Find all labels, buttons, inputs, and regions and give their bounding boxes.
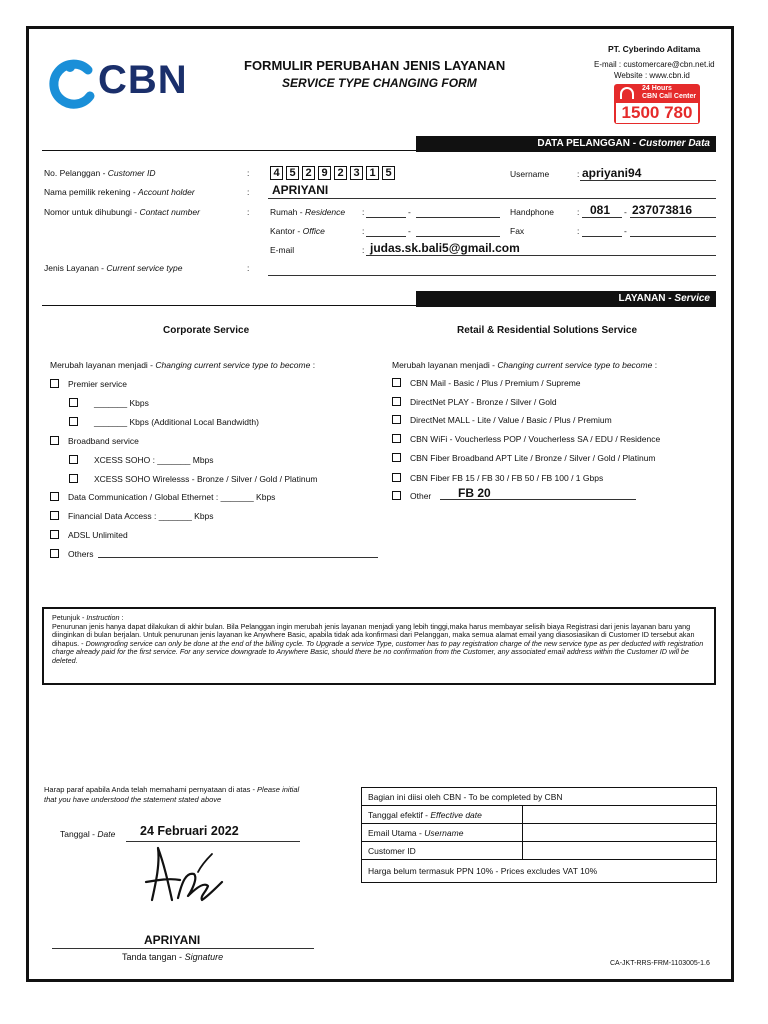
company-name: PT. Cyberindo Aditama	[608, 44, 701, 54]
call-center-badge	[614, 84, 700, 124]
financial-data-access-checkbox[interactable]	[50, 511, 59, 520]
cbn-customer-id-label: Customer ID	[362, 842, 523, 860]
table-row	[362, 806, 717, 824]
cbn-use-table	[361, 787, 717, 883]
email-label: E-mail	[270, 245, 295, 255]
xcess-soho-wireless-checkbox[interactable]	[69, 474, 78, 483]
cbn-table-header: Bagian ini diisi oleh CBN - To be completed by CBN	[362, 788, 717, 806]
cbn-wifi-checkbox[interactable]	[392, 434, 401, 443]
corporate-item-label: ADSL Unlimited	[68, 530, 128, 540]
username-label: Username	[510, 169, 550, 179]
broadband-service-checkbox[interactable]	[50, 436, 59, 445]
form-title-en: SERVICE TYPE CHANGING FORM	[282, 76, 477, 90]
instruction-label: Petunjuk - Instruction :	[52, 613, 124, 622]
premier-kbps-checkbox[interactable]	[69, 398, 78, 407]
handphone-label: Handphone	[510, 207, 554, 217]
corporate-item-label: Premier service	[68, 379, 128, 389]
customer-id-digit: 2	[302, 166, 315, 180]
cbn-fiber-checkbox[interactable]	[392, 473, 401, 482]
customer-id-digit: 3	[350, 166, 363, 180]
signature-icon	[138, 842, 228, 912]
username-value: apriyani94	[582, 166, 642, 180]
retail-item-label: DirectNet PLAY - Bronze / Silver / Gold	[410, 397, 557, 407]
premier-service-checkbox[interactable]	[50, 379, 59, 388]
corporate-change-label: Merubah layanan menjadi - Changing current service type to become :	[50, 360, 316, 370]
office-label: Kantor - Office	[270, 226, 325, 236]
account-holder-value: APRIYANI	[272, 183, 329, 197]
retail-other-checkbox[interactable]	[392, 491, 401, 500]
retail-item-label: CBN Fiber Broadband APT Lite / Bronze / Silver / Gold / Platinum	[410, 453, 656, 463]
table-row	[362, 842, 717, 860]
customer-id-digit: 4	[270, 166, 283, 180]
fax-label: Fax	[510, 226, 525, 236]
premier-additional-bandwidth-checkbox[interactable]	[69, 417, 78, 426]
cbn-mail-checkbox[interactable]	[392, 378, 401, 387]
retail-item-label: CBN Fiber FB 15 / FB 30 / FB 50 / FB 100 / 1 Gbps	[410, 473, 604, 483]
instruction-text: Penurunan jenis hanya dapat dilakukan di akhir bulan. Bila Pelanggan ingin merubah jenis layanan menjadi yang lebih tinggi,maka harus membayar selisih biaya Registrasi dari jenis layanan baru yang diinginkan di bulan berjalan. Untuk penurunan jenis layanan ke Anywhere Basic, apabila tidak ada konfirmasi dari Pelanggan, maka semua alamat email yang diasosiasikan di Customer ID tersebut akan dihapus. - Downgroding service can only be done at the end of the billing cycle. To Upgrade a service Type, customer has to pay registration charge of the new service type as per deducted with registration charge already paid for the first service. For any service downgrade to Anywhere Basic, should there be no confirmation from the Customer, any associated email address within the Customer ID will be deleted.	[52, 621, 704, 665]
instruction-box	[42, 607, 716, 685]
signature-label: Tanda tangan - Signature	[122, 952, 224, 962]
account-holder-label: Nama pemilik rekening - Account holder	[44, 187, 195, 197]
customer-id-label: No. Pelanggan - Customer ID	[44, 168, 156, 178]
corporate-item-label: Others	[68, 549, 94, 559]
residence-label: Rumah - Residence	[270, 207, 346, 217]
customer-data-bar: DATA PELANGGAN - Customer Data	[416, 136, 716, 152]
directnet-mall-checkbox[interactable]	[392, 415, 401, 424]
initial-note: Harap paraf apabila Anda telah memahami pernyataan di atas - Please initial that you have understood the statement stated above	[44, 785, 300, 804]
phone-icon	[620, 87, 634, 99]
adsl-unlimited-checkbox[interactable]	[50, 530, 59, 539]
cbn-fiber-apt-checkbox[interactable]	[392, 453, 401, 462]
vat-note: Harga belum termasuk PPN 10% - Prices excludes VAT 10%	[362, 860, 717, 883]
main-email-label: Email Utama - Username	[362, 824, 523, 842]
corporate-others-field[interactable]	[98, 557, 378, 558]
corporate-item-label: XCESS SOHO Wirelesss - Bronze / Silver / Gold / Platinum	[94, 474, 318, 484]
company-email: E-mail : customercare@cbn.net.id	[594, 60, 715, 69]
divider	[42, 305, 416, 306]
main-email-field[interactable]	[523, 824, 717, 842]
form-title-id: FORMULIR PERUBAHAN JENIS LAYANAN	[244, 58, 506, 73]
effective-date-field[interactable]	[523, 806, 717, 824]
service-bar: LAYANAN - Service	[416, 291, 716, 307]
corporate-item-label: XCESS SOHO : _______ Mbps	[94, 455, 214, 465]
handphone-number: 237073816	[632, 203, 693, 217]
cbn-customer-id-field[interactable]	[523, 842, 717, 860]
customer-id-digit: 5	[286, 166, 299, 180]
document-code: CA-JKT-RRS-FRM-1103005-1.6	[610, 960, 710, 967]
retail-service-title: Retail & Residential Solutions Service	[457, 325, 638, 336]
handphone-prefix: 081	[590, 203, 611, 217]
customer-id-digit: 5	[382, 166, 395, 180]
customer-id-digit: 2	[334, 166, 347, 180]
call-center-label: 24 Hours CBN Call Center	[642, 85, 697, 100]
logo-text: CBN	[98, 58, 188, 102]
directnet-play-checkbox[interactable]	[392, 397, 401, 406]
email-value: judas.sk.bali5@gmail.com	[370, 241, 520, 255]
retail-change-label: Merubah layanan menjadi - Changing current service type to become :	[392, 360, 658, 370]
corporate-item-label: Financial Data Access : _______ Kbps	[68, 511, 214, 521]
corporate-item-label: _______ Kbps	[94, 398, 149, 408]
cbn-logo-icon	[48, 58, 100, 110]
data-communication-checkbox[interactable]	[50, 492, 59, 501]
corporate-item-label: Data Communication / Global Ethernet : _______ Kbps	[68, 492, 276, 502]
effective-date-label: Tanggal efektif - Effective date	[362, 806, 523, 824]
date-label: Tanggal - Date	[60, 829, 116, 839]
signer-name: APRIYANI	[144, 933, 201, 947]
call-center-number: 1500 780	[616, 103, 698, 123]
retail-item-label: Other	[410, 491, 432, 501]
customer-id-digit: 9	[318, 166, 331, 180]
company-website: Website : www.cbn.id	[614, 71, 690, 80]
corporate-item-label: Broadband service	[68, 436, 139, 446]
contact-number-label: Nomor untuk dihubungi - Contact number	[44, 207, 200, 217]
corporate-item-label: _______ Kbps (Additional Local Bandwidth)	[94, 417, 259, 427]
xcess-soho-checkbox[interactable]	[69, 455, 78, 464]
date-value: 24 Februari 2022	[140, 824, 239, 838]
customer-id-digit: 1	[366, 166, 379, 180]
retail-item-label: CBN Mail - Basic / Plus / Premium / Supreme	[410, 378, 581, 388]
retail-item-label: CBN WiFi - Voucherless POP / Voucherless SA / EDU / Residence	[410, 434, 661, 444]
service-type-label: Jenis Layanan - Current service type	[44, 263, 183, 273]
table-row	[362, 824, 717, 842]
corporate-service-title: Corporate Service	[163, 325, 250, 336]
retail-item-label: DirectNet MALL - Lite / Value / Basic / Plus / Premium	[410, 415, 612, 425]
retail-other-value: FB 20	[458, 486, 491, 500]
divider	[42, 150, 416, 151]
corporate-others-checkbox[interactable]	[50, 549, 59, 558]
retail-other-field[interactable]	[440, 499, 636, 500]
